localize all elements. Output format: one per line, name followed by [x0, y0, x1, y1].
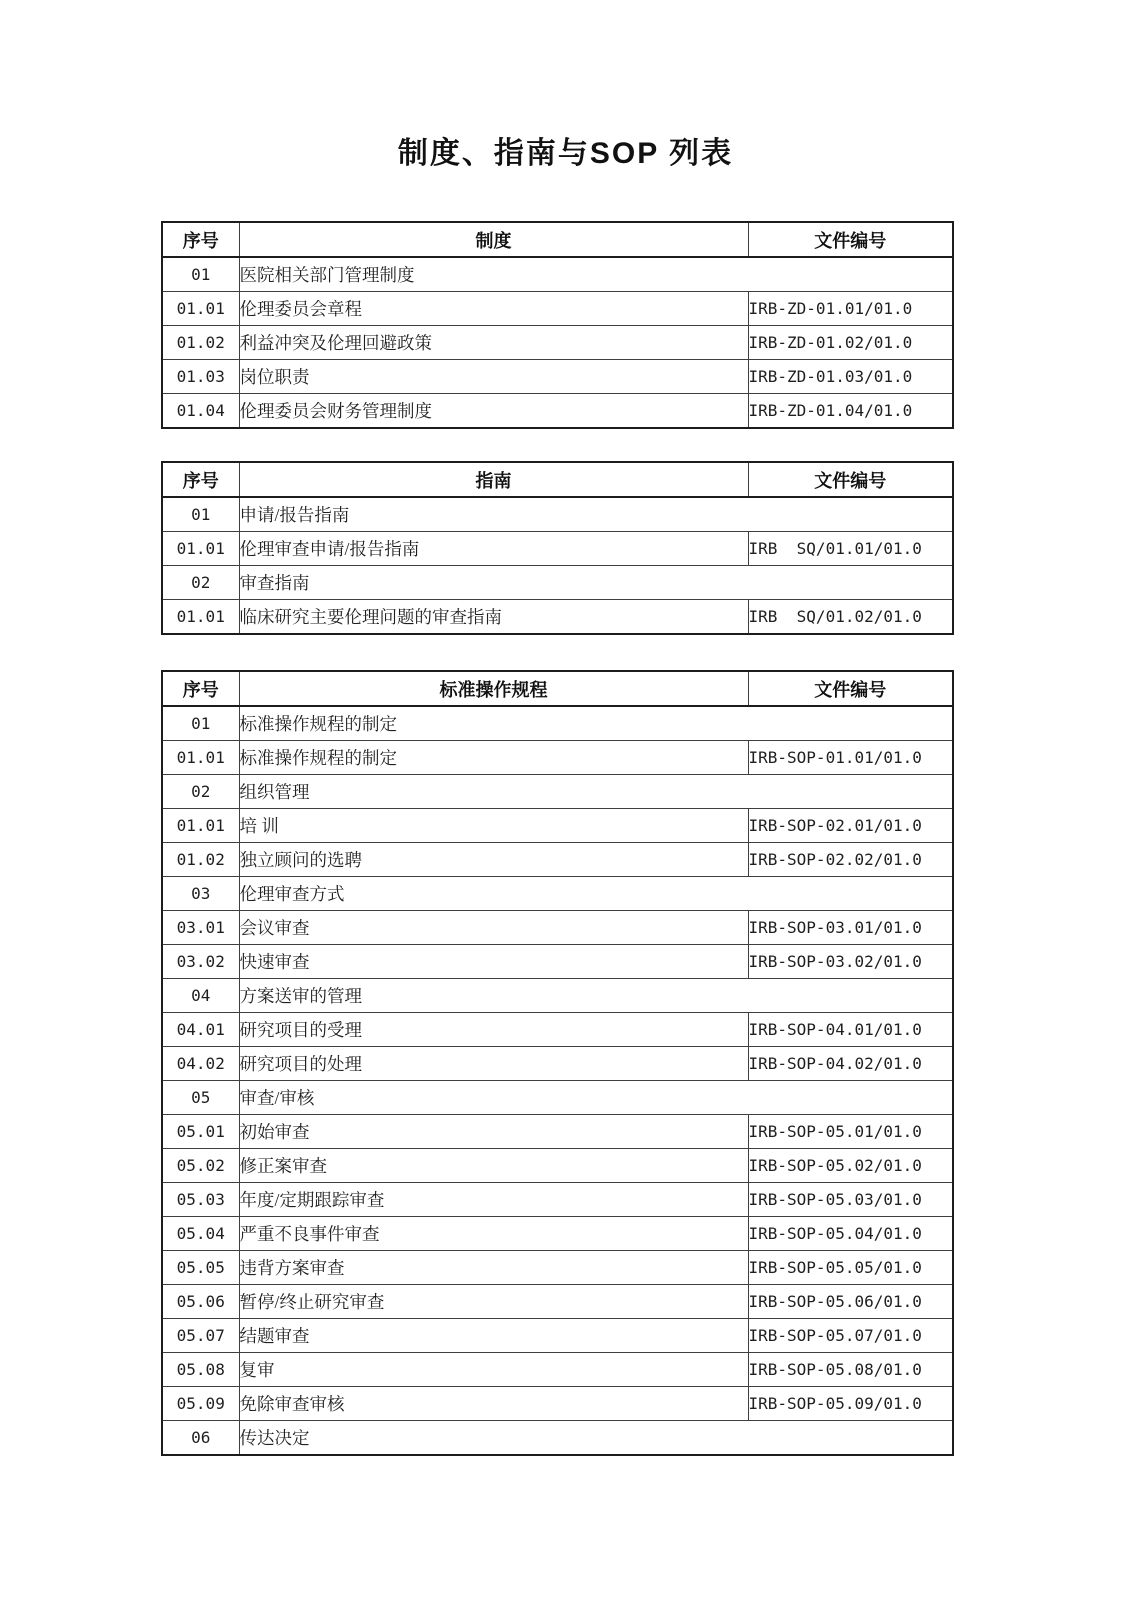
column-header-name: 标准操作规程 [239, 671, 748, 706]
row-no-cell: 04 [162, 979, 239, 1013]
row-name-cell: 岗位职责 [239, 360, 748, 394]
table-row [162, 1387, 953, 1421]
row-no-cell: 01 [162, 497, 239, 532]
row-code-cell: IRB-SOP-03.02/01.0 [748, 945, 953, 979]
table-row [162, 600, 953, 635]
row-no-cell: 05 [162, 1081, 239, 1115]
row-name-cell: 研究项目的受理 [239, 1013, 748, 1047]
table-row [162, 1319, 953, 1353]
column-header-code: 文件编号 [748, 462, 953, 497]
row-code-cell: IRB-SOP-04.02/01.0 [748, 1047, 953, 1081]
row-code-cell: IRB-ZD-01.01/01.0 [748, 292, 953, 326]
row-no-cell: 03 [162, 877, 239, 911]
row-code-cell: IRB-SOP-02.02/01.0 [748, 843, 953, 877]
table-row [162, 1183, 953, 1217]
row-name-cell: 审查指南 [239, 566, 953, 600]
row-name-cell: 快速审查 [239, 945, 748, 979]
section-row [162, 877, 953, 911]
row-name-cell: 伦理审查方式 [239, 877, 953, 911]
row-name-cell: 结题审查 [239, 1319, 748, 1353]
regulations-table [161, 221, 954, 429]
row-no-cell: 05.03 [162, 1183, 239, 1217]
row-code-cell: IRB-SOP-05.02/01.0 [748, 1149, 953, 1183]
table-row [162, 292, 953, 326]
table-row [162, 911, 953, 945]
row-code-cell: IRB-SOP-04.01/01.0 [748, 1013, 953, 1047]
section-row [162, 775, 953, 809]
row-code-cell: IRB-SOP-05.09/01.0 [748, 1387, 953, 1421]
row-code-cell: IRB-SOP-05.06/01.0 [748, 1285, 953, 1319]
row-code-cell: IRB-SOP-02.01/01.0 [748, 809, 953, 843]
row-name-cell: 组织管理 [239, 775, 953, 809]
column-header-code: 文件编号 [748, 671, 953, 706]
row-name-cell: 申请/报告指南 [239, 497, 953, 532]
row-code-cell: IRB SQ/01.01/01.0 [748, 532, 953, 566]
row-name-cell: 培 训 [239, 809, 748, 843]
header-row [162, 222, 953, 257]
row-no-cell: 04.02 [162, 1047, 239, 1081]
row-name-cell: 初始审查 [239, 1115, 748, 1149]
table-row [162, 1115, 953, 1149]
row-code-cell: IRB-SOP-05.07/01.0 [748, 1319, 953, 1353]
table-row [162, 945, 953, 979]
table-row [162, 1013, 953, 1047]
row-name-cell: 年度/定期跟踪审查 [239, 1183, 748, 1217]
table-row [162, 532, 953, 566]
row-no-cell: 04.01 [162, 1013, 239, 1047]
table-row [162, 1047, 953, 1081]
page-title: 制度、指南与SOP 列表 [397, 137, 734, 170]
row-name-cell: 审查/审核 [239, 1081, 953, 1115]
row-no-cell: 01 [162, 257, 239, 292]
row-name-cell: 会议审查 [239, 911, 748, 945]
row-no-cell: 05.08 [162, 1353, 239, 1387]
table-row [162, 1285, 953, 1319]
column-header-no: 序号 [162, 462, 239, 497]
row-no-cell: 01.01 [162, 741, 239, 775]
section-row [162, 1421, 953, 1456]
row-code-cell: IRB-SOP-05.04/01.0 [748, 1217, 953, 1251]
row-no-cell: 01.02 [162, 843, 239, 877]
header-row [162, 462, 953, 497]
table-row [162, 843, 953, 877]
row-name-cell: 免除审查审核 [239, 1387, 748, 1421]
row-name-cell: 研究项目的处理 [239, 1047, 748, 1081]
row-no-cell: 01.01 [162, 292, 239, 326]
section-row [162, 497, 953, 532]
row-name-cell: 复审 [239, 1353, 748, 1387]
row-no-cell: 01.04 [162, 394, 239, 429]
row-no-cell: 01.02 [162, 326, 239, 360]
row-code-cell: IRB-SOP-05.08/01.0 [748, 1353, 953, 1387]
row-name-cell: 利益冲突及伦理回避政策 [239, 326, 748, 360]
row-no-cell: 05.07 [162, 1319, 239, 1353]
table-row [162, 809, 953, 843]
row-no-cell: 05.01 [162, 1115, 239, 1149]
row-code-cell: IRB-SOP-03.01/01.0 [748, 911, 953, 945]
row-no-cell: 05.09 [162, 1387, 239, 1421]
row-name-cell: 方案送审的管理 [239, 979, 953, 1013]
row-name-cell: 独立顾问的选聘 [239, 843, 748, 877]
row-no-cell: 03.02 [162, 945, 239, 979]
column-header-no: 序号 [162, 222, 239, 257]
table-row [162, 1217, 953, 1251]
row-code-cell: IRB-SOP-05.01/01.0 [748, 1115, 953, 1149]
row-no-cell: 05.05 [162, 1251, 239, 1285]
row-code-cell: IRB-ZD-01.04/01.0 [748, 394, 953, 429]
row-code-cell: IRB-ZD-01.02/01.0 [748, 326, 953, 360]
section-row [162, 979, 953, 1013]
column-header-name: 制度 [239, 222, 748, 257]
section-row [162, 257, 953, 292]
table-row [162, 360, 953, 394]
row-no-cell: 05.02 [162, 1149, 239, 1183]
row-no-cell: 01.01 [162, 532, 239, 566]
row-name-cell: 医院相关部门管理制度 [239, 257, 953, 292]
row-no-cell: 02 [162, 775, 239, 809]
row-code-cell: IRB-SOP-01.01/01.0 [748, 741, 953, 775]
row-name-cell: 暂停/终止研究审查 [239, 1285, 748, 1319]
section-row [162, 1081, 953, 1115]
row-name-cell: 标准操作规程的制定 [239, 741, 748, 775]
row-name-cell: 伦理委员会章程 [239, 292, 748, 326]
row-name-cell: 严重不良事件审查 [239, 1217, 748, 1251]
row-code-cell: IRB-ZD-01.03/01.0 [748, 360, 953, 394]
row-no-cell: 05.06 [162, 1285, 239, 1319]
header-row [162, 671, 953, 706]
row-no-cell: 01 [162, 706, 239, 741]
sop-table [161, 670, 954, 1456]
row-no-cell: 05.04 [162, 1217, 239, 1251]
row-code-cell: IRB-SOP-05.05/01.0 [748, 1251, 953, 1285]
table-row [162, 1149, 953, 1183]
row-code-cell: IRB SQ/01.02/01.0 [748, 600, 953, 635]
column-header-code: 文件编号 [748, 222, 953, 257]
column-header-no: 序号 [162, 671, 239, 706]
table-row [162, 1251, 953, 1285]
row-no-cell: 01.01 [162, 809, 239, 843]
row-no-cell: 03.01 [162, 911, 239, 945]
row-no-cell: 06 [162, 1421, 239, 1456]
row-code-cell: IRB-SOP-05.03/01.0 [748, 1183, 953, 1217]
row-name-cell: 违背方案审查 [239, 1251, 748, 1285]
row-no-cell: 02 [162, 566, 239, 600]
section-row [162, 706, 953, 741]
table-row [162, 394, 953, 429]
table-row [162, 326, 953, 360]
section-row [162, 566, 953, 600]
row-name-cell: 伦理委员会财务管理制度 [239, 394, 748, 429]
row-name-cell: 临床研究主要伦理问题的审查指南 [239, 600, 748, 635]
row-name-cell: 伦理审查申请/报告指南 [239, 532, 748, 566]
column-header-name: 指南 [239, 462, 748, 497]
table-row [162, 1353, 953, 1387]
guidelines-table [161, 461, 954, 635]
row-no-cell: 01.01 [162, 600, 239, 635]
row-no-cell: 01.03 [162, 360, 239, 394]
table-row [162, 741, 953, 775]
row-name-cell: 修正案审查 [239, 1149, 748, 1183]
row-name-cell: 传达决定 [239, 1421, 953, 1456]
row-name-cell: 标准操作规程的制定 [239, 706, 953, 741]
